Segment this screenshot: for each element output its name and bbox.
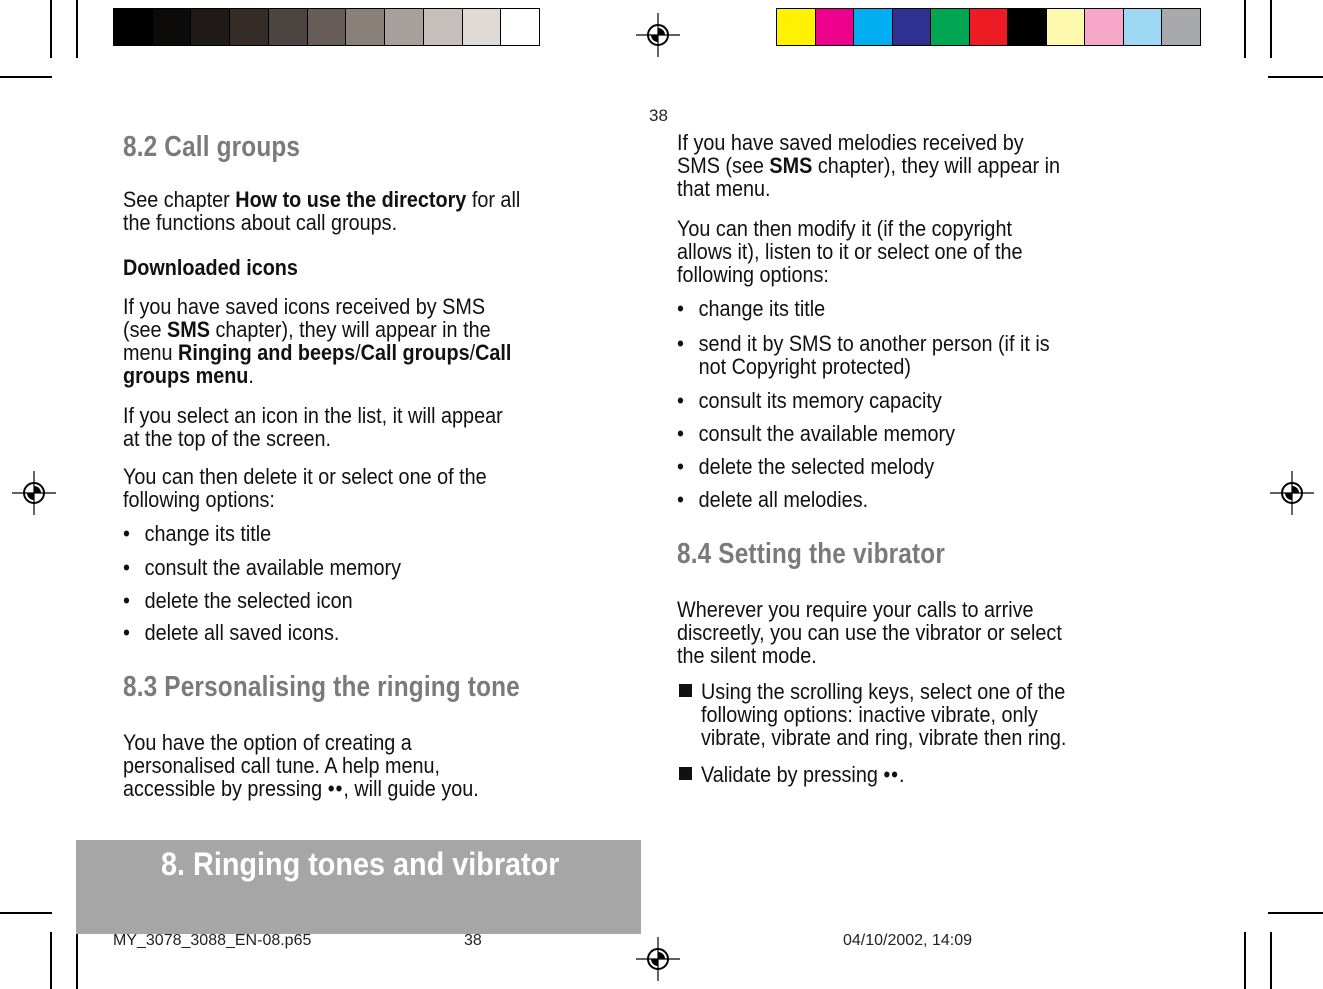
grayscale-bar [113,8,540,46]
sub-heading: Downloaded icons [123,255,298,280]
color-swatch [777,9,815,45]
list-item: • send it by SMS to another person (if it is not Copyright protected) [677,331,1050,379]
key-icon: •• [883,762,900,787]
color-swatch [423,9,462,45]
registration-mark-bottom-icon [636,937,680,981]
color-swatch [1161,9,1200,45]
list-item: Validate by pressing ••. [701,762,905,787]
footer-datetime: 04/10/2002, 14:09 [843,932,973,949]
footer-filename: MY_3078_3088_EN-08.p65 [113,932,312,949]
list-item: • consult the available memory [677,421,956,446]
color-swatch [152,9,191,45]
color-swatch [1007,9,1046,45]
color-swatch [462,9,501,45]
color-swatch [969,9,1008,45]
square-bullet-icon [679,684,692,697]
list-item: • delete the selected melody [677,454,935,479]
square-bullet-icon [679,767,692,780]
color-bar [776,8,1201,46]
paragraph: You can then delete it or select one of the following options: [123,464,487,512]
color-swatch [930,9,969,45]
paragraph: You can then modify it (if the copyright allows it), listen to it or select one of the following options: [677,216,1023,287]
section-heading-8-3: 8.3 Personalising the ringing tone [123,671,520,703]
section-heading-8-2: 8.2 Call groups [123,131,301,163]
color-swatch [384,9,423,45]
registration-mark-top-icon [636,13,680,57]
color-swatch [229,9,268,45]
footer-page: 38 [464,932,482,949]
paragraph: If you select an icon in the list, it will appear at the top of the screen. [123,403,503,451]
page-number: 38 [649,106,668,125]
color-swatch [114,9,152,45]
color-swatch [815,9,854,45]
color-swatch [1046,9,1085,45]
color-swatch [307,9,346,45]
color-swatch [1123,9,1162,45]
registration-mark-right-icon [1270,471,1314,515]
list-item: • delete the selected icon [123,588,353,613]
paragraph: Wherever you require your calls to arrive discreetly, you can use the vibrator or select the silent mode. [677,597,1062,668]
paragraph: See chapter How to use the directory for all the functions about call groups. [123,187,521,235]
list-item: • change its title [677,296,826,321]
registration-mark-left-icon [12,471,56,515]
paragraph: If you have saved melodies received by SMS (see SMS chapter), they will appear in that menu. [677,130,1060,201]
list-item: • change its title [123,521,272,546]
color-swatch [345,9,384,45]
list-item: • consult the available memory [123,555,402,580]
section-heading-8-4: 8.4 Setting the vibrator [677,538,945,570]
color-swatch [853,9,892,45]
paragraph: You have the option of creating a personalised call tune. A help menu, accessible by pressing ••, will guide you. [123,730,479,801]
color-swatch [892,9,931,45]
paragraph: If you have saved icons received by SMS (see SMS chapter), they will appear in the menu Ringing and beeps/Call groups/Call groups menu. [123,294,512,388]
list-item: • delete all saved icons. [123,620,340,645]
color-swatch [500,9,539,45]
list-item: Using the scrolling keys, select one of the following options: inactive vibrate, only vibrate, vibrate and ring, vibrate then ring. [701,679,1067,750]
list-item: • delete all melodies. [677,487,869,512]
color-swatch [1084,9,1123,45]
color-swatch [268,9,307,45]
chapter-title: 8. Ringing tones and vibrator [161,846,560,882]
key-icon: •• [327,776,344,801]
list-item: • consult its memory capacity [677,388,942,413]
color-swatch [190,9,229,45]
